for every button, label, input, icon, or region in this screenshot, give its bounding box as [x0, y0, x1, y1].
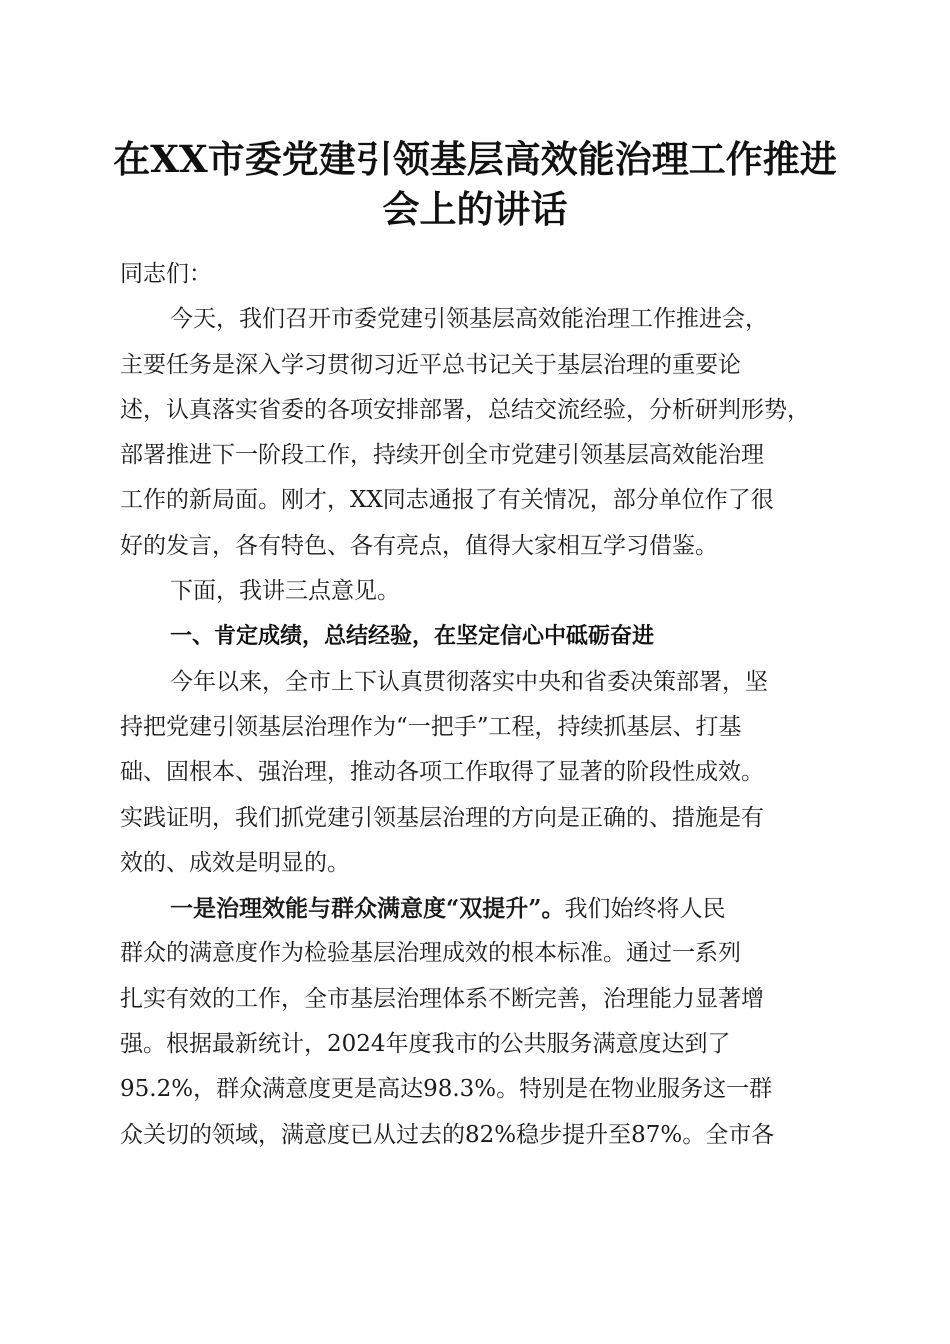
paragraph-achievements [120, 660, 840, 886]
title-line-1: 在XX市委党建引领基层高效能治理工作推进 [113, 137, 837, 181]
page-title [100, 134, 850, 234]
paragraph-line: 效的、成效是明显的。 [120, 849, 350, 876]
paragraph-line: 部署推进下一阶段工作，持续开创全市党建引领基层高效能治理 [120, 442, 764, 469]
point-one-rest: 我们始终将人民 [564, 896, 726, 923]
paragraph-line: 扎实有效的工作，全市基层治理体系不断完善，治理能力显著增 [120, 985, 764, 1012]
paragraph-line: 工作的新局面。刚才，XX同志通报了有关情况，部分单位作了很 [120, 487, 774, 514]
paragraph-line: 今天，我们召开市委党建引领基层高效能治理工作推进会， [170, 306, 768, 333]
paragraph-line: 群众的满意度作为检验基层治理成效的根本标准。通过一系列 [120, 940, 741, 967]
paragraph-opening [120, 297, 840, 569]
point-one-lead: 一是治理效能与群众满意度“双提升”。 [170, 895, 565, 923]
paragraph-line: 好的发言，各有特色、各有亮点，值得大家相互学习借鉴。 [120, 532, 718, 559]
paragraph-point-one [120, 886, 840, 1158]
paragraph-line: 众关切的领域，满意度已从过去的82%稳步提升至87%。全市各 [120, 1121, 775, 1148]
paragraph-line: 强。根据最新统计，2024年度我市的公共服务满意度达到了 [120, 1031, 731, 1058]
paragraph-transition: 下面，我讲三点意见。 [170, 578, 400, 605]
document-body [120, 252, 840, 1158]
paragraph-line: 今年以来，全市上下认真贯彻落实中央和省委决策部署，坚 [170, 668, 768, 695]
section-heading-1: 一、肯定成绩，总结经验，在坚定信心中砥砺奋进 [170, 624, 655, 650]
paragraph-line: 持把党建引领基层治理作为“一把手”工程，持续抓基层、打基 [120, 713, 742, 740]
paragraph-line: 础、固根本、强治理，推动各项工作取得了显著的阶段性成效。 [120, 759, 764, 786]
paragraph-line: 实践证明，我们抓党建引领基层治理的方向是正确的、措施是有 [120, 804, 764, 831]
paragraph-line: 主要任务是深入学习贯彻习近平总书记关于基层治理的重要论 [120, 351, 741, 378]
paragraph-line: 95.2%，群众满意度更是高达98.3%。特别是在物业服务这一群 [120, 1076, 773, 1103]
title-line-2: 会上的讲话 [382, 187, 568, 231]
salutation: 同志们： [120, 261, 212, 287]
paragraph-line [120, 886, 840, 931]
paragraph-line: 述，认真落实省委的各项安排部署，总结交流经验，分析研判形势， [120, 396, 810, 423]
